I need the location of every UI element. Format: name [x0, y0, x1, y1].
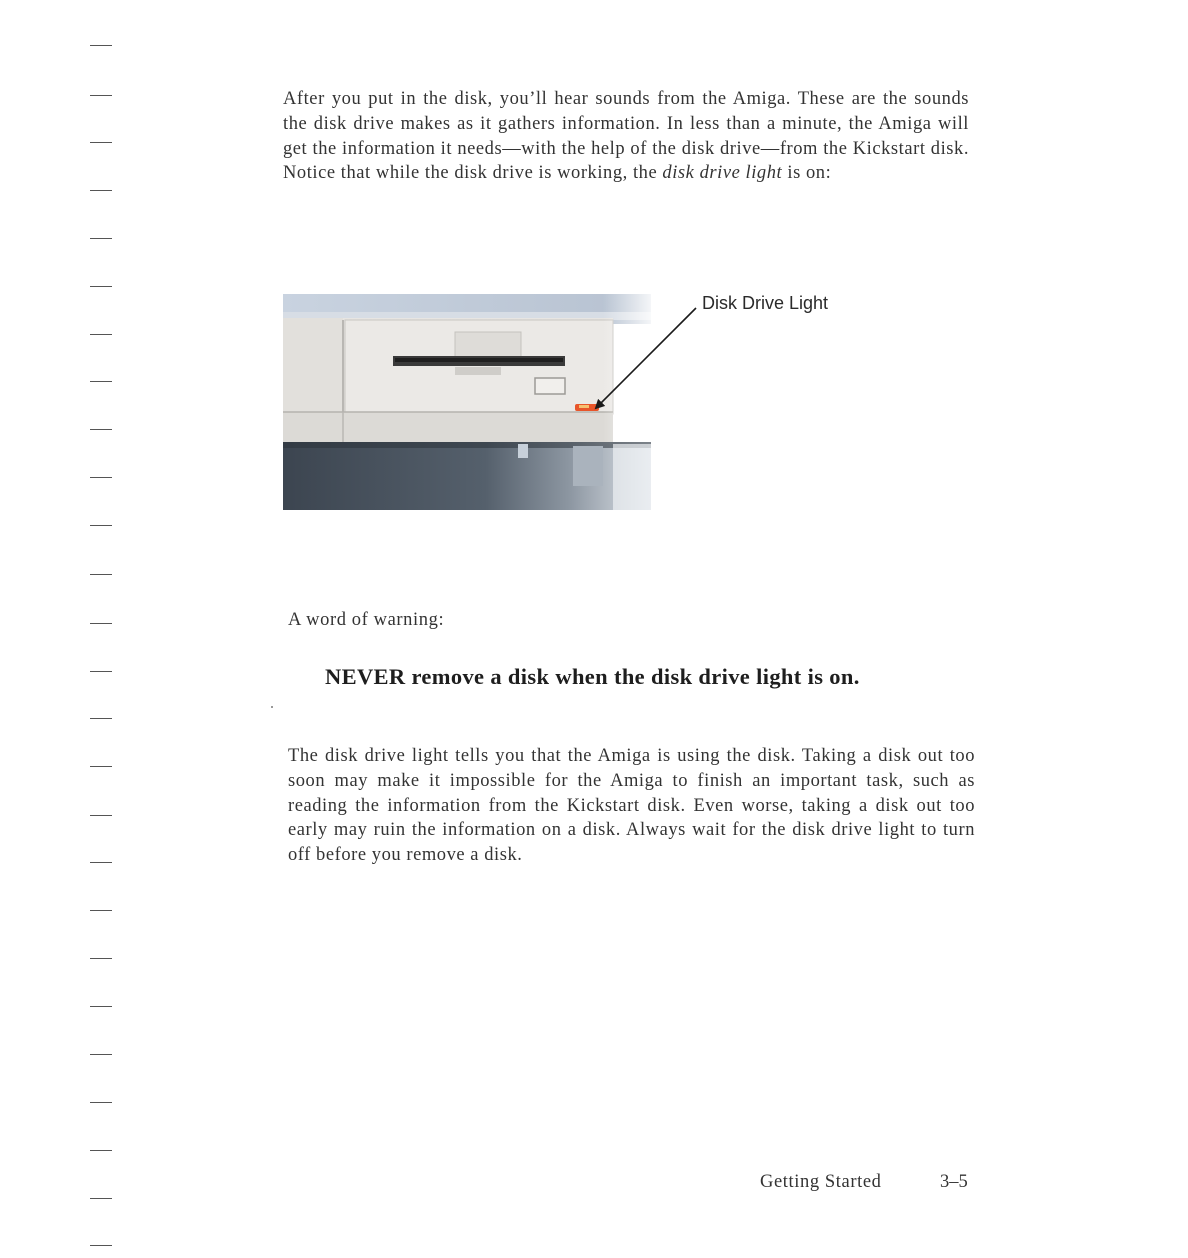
print-speck — [271, 706, 273, 708]
explanation-paragraph: The disk drive light tells you that the Amiga is using the disk. Taking a disk out too soon may make it impossible for the Amiga to finish an important task, such as reading the information from the Kickstart disk. Even worse, taking a disk out too early may ruin the information on a disk. Always wait for the disk drive light to turn off before you remove a disk. — [288, 746, 975, 866]
intro-paragraph — [283, 87, 969, 186]
disk-drive-light-label: Disk Drive Light — [702, 293, 829, 313]
warning-intro: A word of warning: — [288, 610, 445, 630]
warning-heading: NEVER remove a disk when the disk drive light is on. — [325, 664, 860, 689]
disk-drive-light-term: disk drive light — [662, 163, 783, 184]
callout-arrow — [560, 300, 710, 430]
footer-section-title: Getting Started — [760, 1172, 882, 1192]
intro-paragraph-tail: is on: — [782, 163, 832, 184]
intro-paragraph-text: After you put in the disk, you’ll hear sounds from the Amiga. These are the sounds the disk drive makes as it gathers information. In less than a minute, the Amiga will get the information it needs—with the help of the disk drive—from the Kickstart disk. Notice that while the disk drive is working, the — [283, 89, 969, 184]
binding-margin-marks — [88, 0, 128, 1258]
page-number: 3–5 — [940, 1172, 968, 1192]
